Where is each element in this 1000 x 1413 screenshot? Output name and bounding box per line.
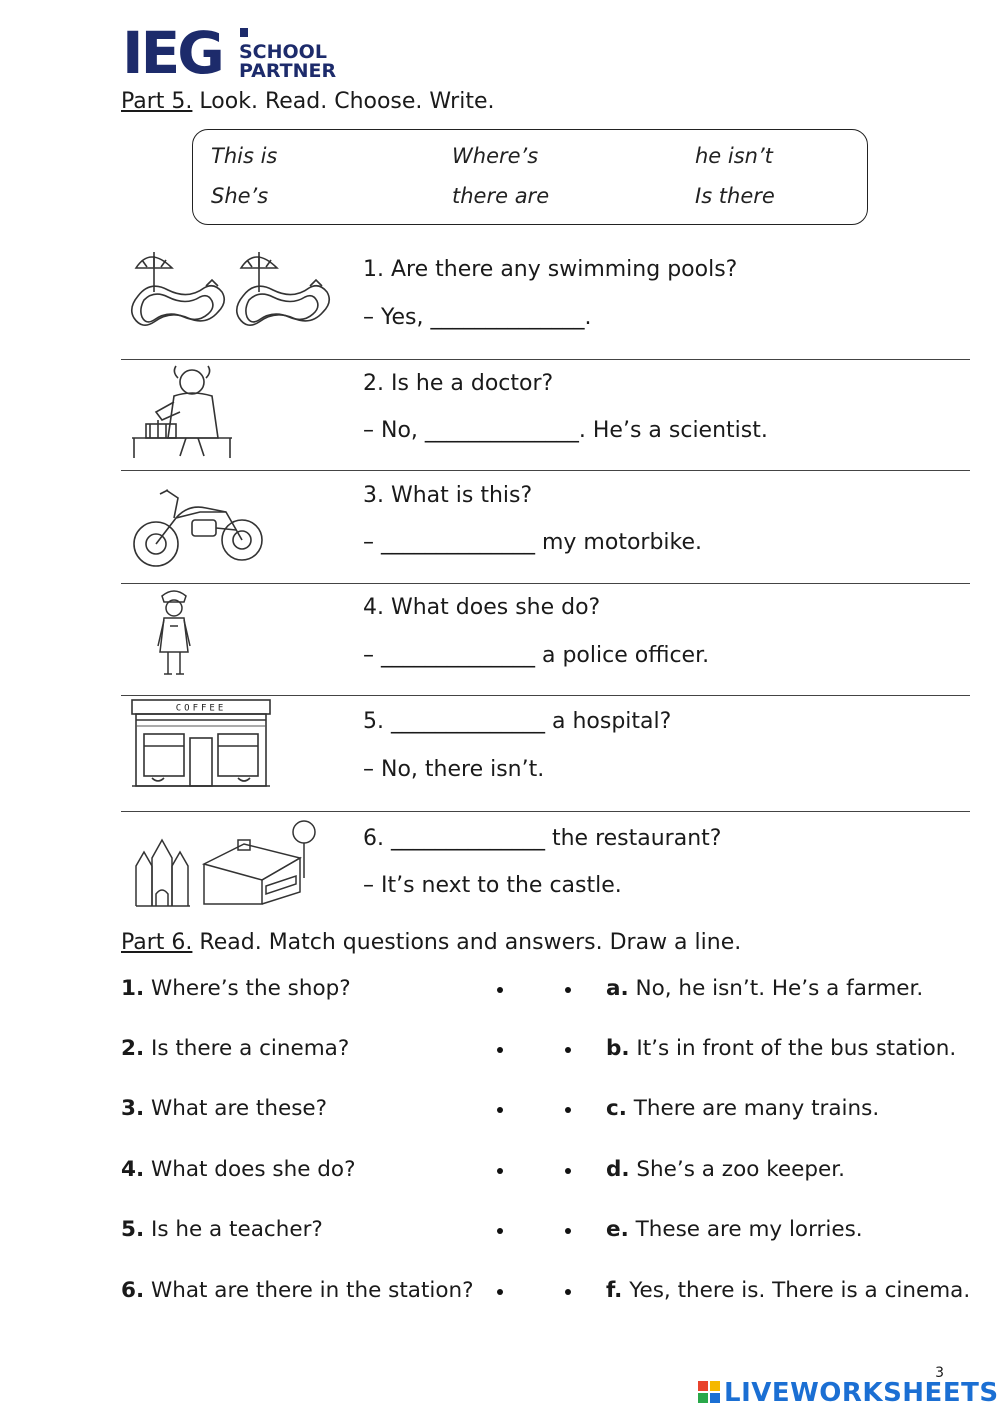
match-question: 2. Is there a cinema?: [121, 1036, 350, 1061]
question-6: 6. ______________ the restaurant?: [363, 826, 722, 851]
match-dot-right[interactable]: [565, 1289, 571, 1295]
match-dot-left[interactable]: [497, 1228, 503, 1234]
row-divider: [121, 695, 970, 696]
row-divider: [121, 470, 970, 471]
part6-heading: [121, 929, 741, 957]
match-dot-right[interactable]: [565, 1228, 571, 1234]
coffee-shop-icon: [130, 698, 274, 794]
question-5: 5. ______________ a hospital?: [363, 709, 672, 734]
castle-restaurant-icon: [134, 820, 324, 910]
word-bank-item: She’s: [211, 184, 269, 208]
scientist-icon: [130, 362, 240, 460]
answer-3: – ______________ my motorbike.: [363, 530, 703, 555]
question-2: 2. Is he a doctor?: [363, 371, 554, 396]
word-bank-item: This is: [211, 144, 278, 168]
match-dot-left[interactable]: [497, 1289, 503, 1295]
word-bank-item: Where’s: [452, 144, 539, 168]
match-answer: a. No, he isn’t. He’s a farmer.: [606, 976, 924, 1001]
word-bank-item: Is there: [695, 184, 775, 208]
match-answer: d. She’s a zoo keeper.: [606, 1157, 845, 1182]
liveworksheets-logo: LIVEWORKSHEETS: [724, 1378, 999, 1408]
answer-4: – ______________ a police officer.: [363, 643, 710, 668]
answer-6: – It’s next to the castle.: [363, 873, 622, 898]
match-dot-left[interactable]: [497, 1107, 503, 1113]
ieg-school-partner-logo: [122, 19, 337, 87]
answer-2: – No, ______________. He’s a scientist.: [363, 418, 768, 443]
word-bank-item: there are: [452, 184, 550, 208]
part5-instruction: Look. Read. Choose. Write.: [199, 89, 495, 114]
match-dot-left[interactable]: [497, 987, 503, 993]
match-answer: b. It’s in front of the bus station.: [606, 1036, 957, 1061]
match-dot-right[interactable]: [565, 987, 571, 993]
liveworksheets-mark-icon: [698, 1381, 720, 1403]
part6-instruction: Read. Match questions and answers. Draw a line.: [199, 930, 742, 955]
match-question: 5. Is he a teacher?: [121, 1217, 323, 1242]
word-bank-box: [192, 129, 868, 225]
logo-flag-mark: [240, 28, 248, 37]
part5-heading: [121, 88, 495, 116]
police-officer-icon: [134, 586, 214, 682]
row-divider: [121, 359, 970, 360]
swimming-pools-icon: [130, 246, 340, 338]
match-dot-right[interactable]: [565, 1107, 571, 1113]
logo-brand: IEG: [122, 19, 222, 87]
logo-line-school: SCHOOL: [239, 41, 327, 63]
match-dot-left[interactable]: [497, 1168, 503, 1174]
question-4: 4. What does she do?: [363, 595, 601, 620]
match-question: 3. What are these?: [121, 1096, 328, 1121]
match-question: 4. What does she do?: [121, 1157, 356, 1182]
match-answer: c. There are many trains.: [606, 1096, 880, 1121]
part6-title: Part 6.: [121, 930, 193, 955]
answer-5: – No, there isn’t.: [363, 757, 545, 782]
page-number: 3: [935, 1365, 944, 1381]
match-question: 1. Where’s the shop?: [121, 976, 351, 1001]
part5-title: Part 5.: [121, 89, 193, 114]
match-dot-right[interactable]: [565, 1168, 571, 1174]
motorbike-icon: [130, 480, 270, 574]
word-bank-item: he isn’t: [695, 144, 773, 168]
answer-1: – Yes, ______________.: [363, 305, 592, 330]
question-1: 1. Are there any swimming pools?: [363, 257, 738, 282]
row-divider: [121, 583, 970, 584]
match-question: 6. What are there in the station?: [121, 1278, 474, 1303]
question-3: 3. What is this?: [363, 483, 533, 508]
row-divider: [121, 811, 970, 812]
shop-sign: COFFEE: [175, 703, 227, 714]
match-dot-right[interactable]: [565, 1047, 571, 1053]
match-answer: e. These are my lorries.: [606, 1217, 863, 1242]
match-dot-left[interactable]: [497, 1047, 503, 1053]
match-answer: f. Yes, there is. There is a cinema.: [606, 1278, 971, 1303]
logo-line-partner: PARTNER: [239, 60, 337, 82]
